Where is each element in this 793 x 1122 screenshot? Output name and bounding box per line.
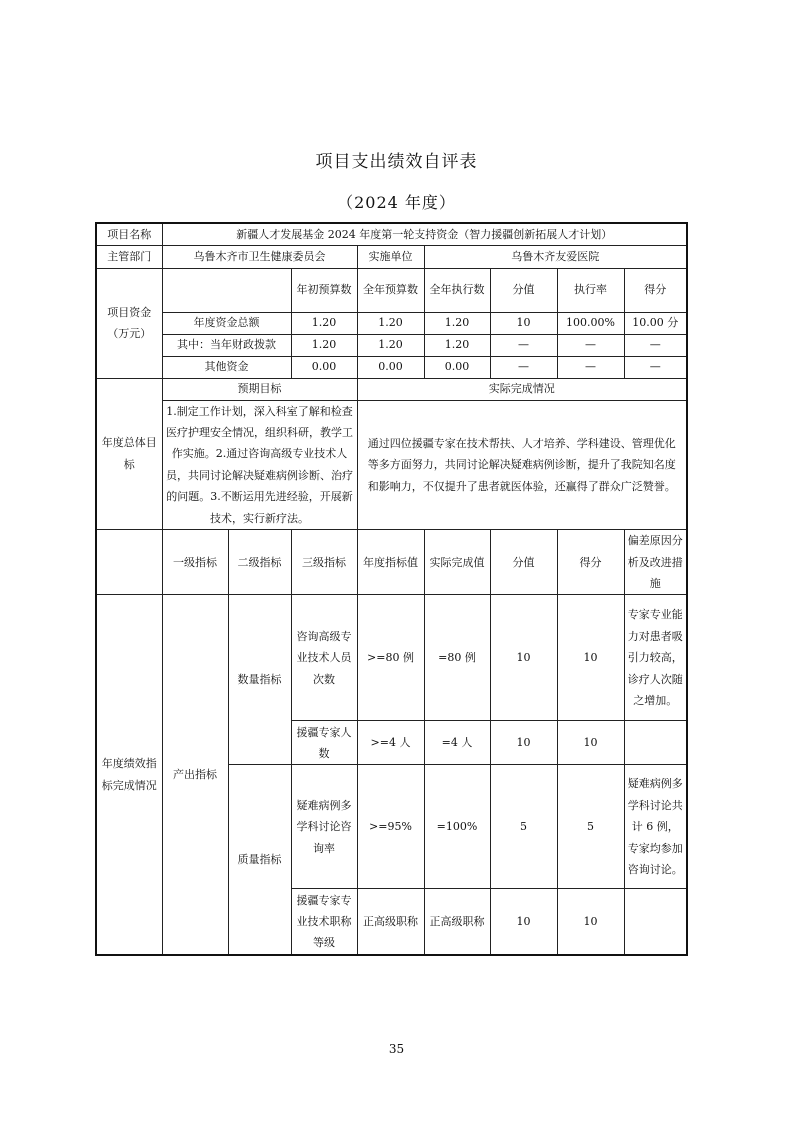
- level3-indicator: 疑难病例多学科讨论咨询率: [291, 765, 357, 889]
- funds-cell: —: [557, 334, 624, 356]
- actual-value: 正高级职称: [424, 889, 490, 955]
- level3-indicator: 援疆专家专业技术职称等级: [291, 889, 357, 955]
- unit-label: 实施单位: [357, 245, 424, 268]
- funds-cell: —: [557, 356, 624, 378]
- funds-header-score-value: 分值: [490, 268, 557, 312]
- funds-header-initial-budget: 年初预算数: [291, 268, 357, 312]
- indicator-header: 二级指标: [228, 530, 291, 595]
- score: 5: [557, 765, 624, 889]
- score-value: 5: [490, 765, 557, 889]
- score: 10: [557, 721, 624, 765]
- score: 10: [557, 889, 624, 955]
- self-evaluation-table: [95, 222, 688, 956]
- indicator-header: 实际完成值: [424, 530, 490, 595]
- level2-indicator-quality: 质量指标: [228, 765, 291, 955]
- level1-indicator: 产出指标: [162, 595, 228, 955]
- funds-row-label: 其中：当年财政拨款: [162, 334, 291, 356]
- funds-header-annual-budget: 全年预算数: [357, 268, 424, 312]
- funds-cell: 0.00: [357, 356, 424, 378]
- expected-goals-text: 1.制定工作计划，深入科室了解和检查医疗护理安全情况，组织科研，教学工作实施。2.通过咨询高级专业技术人员，共同讨论解决疑难病例诊断、治疗的问题。3.不断运用先进经验，开展新技术，实行新疗法。: [162, 400, 357, 530]
- expected-goals-header: 预期目标: [162, 378, 357, 400]
- unit-value: 乌鲁木齐友爱医院: [424, 245, 687, 268]
- project-name-label: 项目名称: [96, 223, 162, 245]
- goals-label: 年度总体目标: [96, 378, 162, 530]
- funds-cell: 10: [490, 312, 557, 334]
- funds-cell: 1.20: [424, 312, 490, 334]
- funds-cell: —: [624, 356, 687, 378]
- funds-corner-cell: [162, 268, 291, 312]
- indicator-header: 一级指标: [162, 530, 228, 595]
- funds-cell: —: [624, 334, 687, 356]
- indicator-header-blank: [96, 530, 162, 595]
- funds-cell: 0.00: [291, 356, 357, 378]
- deviation-note: [624, 889, 687, 955]
- performance-section-label: 年度绩效指标完成情况: [96, 595, 162, 955]
- funds-header-executed: 全年执行数: [424, 268, 490, 312]
- target-value: 正高级职称: [357, 889, 424, 955]
- page-subtitle: （2024 年度）: [337, 193, 456, 212]
- indicator-header: 分值: [490, 530, 557, 595]
- indicator-header: 偏差原因分析及改进措施: [624, 530, 687, 595]
- dept-value: 乌鲁木齐市卫生健康委员会: [162, 245, 357, 268]
- funds-row-label: 年度资金总额: [162, 312, 291, 334]
- funds-cell: 10.00 分: [624, 312, 687, 334]
- deviation-note: 专家专业能力对患者吸引力较高，诊疗人次随之增加。: [624, 595, 687, 721]
- actual-value: =80 例: [424, 595, 490, 721]
- page-number: 35: [388, 1042, 405, 1056]
- funds-label: 项目资金（万元）: [96, 268, 162, 378]
- level3-indicator: 咨询高级专业技术人员次数: [291, 595, 357, 721]
- funds-cell: 1.20: [357, 334, 424, 356]
- actual-value: =100%: [424, 765, 490, 889]
- score-value: 10: [490, 595, 557, 721]
- funds-cell: 1.20: [424, 334, 490, 356]
- funds-cell: 1.20: [357, 312, 424, 334]
- funds-header-exec-rate: 执行率: [557, 268, 624, 312]
- funds-header-score: 得分: [624, 268, 687, 312]
- funds-cell: 1.20: [291, 312, 357, 334]
- actual-value: =4 人: [424, 721, 490, 765]
- funds-cell: 1.20: [291, 334, 357, 356]
- level2-indicator-quantity: 数量指标: [228, 595, 291, 765]
- score-value: 10: [490, 889, 557, 955]
- indicator-header: 三级指标: [291, 530, 357, 595]
- actual-goals-header: 实际完成情况: [357, 378, 687, 400]
- indicator-header: 得分: [557, 530, 624, 595]
- target-value: >=95%: [357, 765, 424, 889]
- funds-cell: 0.00: [424, 356, 490, 378]
- dept-label: 主管部门: [96, 245, 162, 268]
- deviation-note: [624, 721, 687, 765]
- score-value: 10: [490, 721, 557, 765]
- indicator-header: 年度指标值: [357, 530, 424, 595]
- funds-cell: 100.00%: [557, 312, 624, 334]
- target-value: >=4 人: [357, 721, 424, 765]
- page-title: 项目支出绩效自评表: [315, 152, 478, 172]
- actual-goals-text: 通过四位援疆专家在技术帮扶、人才培养、学科建设、管理优化等多方面努力，共同讨论解决疑难病例诊断，提升了我院知名度和影响力，不仅提升了患者就医体验，还赢得了群众广泛赞誉。: [357, 400, 687, 530]
- project-name-value: 新疆人才发展基金 2024 年度第一轮支持资金（智力援疆创新拓展人才计划）: [162, 223, 687, 245]
- score: 10: [557, 595, 624, 721]
- target-value: >=80 例: [357, 595, 424, 721]
- funds-row-label: 其他资金: [162, 356, 291, 378]
- funds-cell: —: [490, 334, 557, 356]
- level3-indicator: 援疆专家人数: [291, 721, 357, 765]
- deviation-note: 疑难病例多学科讨论共计 6 例，专家均参加咨询讨论。: [624, 765, 687, 889]
- funds-cell: —: [490, 356, 557, 378]
